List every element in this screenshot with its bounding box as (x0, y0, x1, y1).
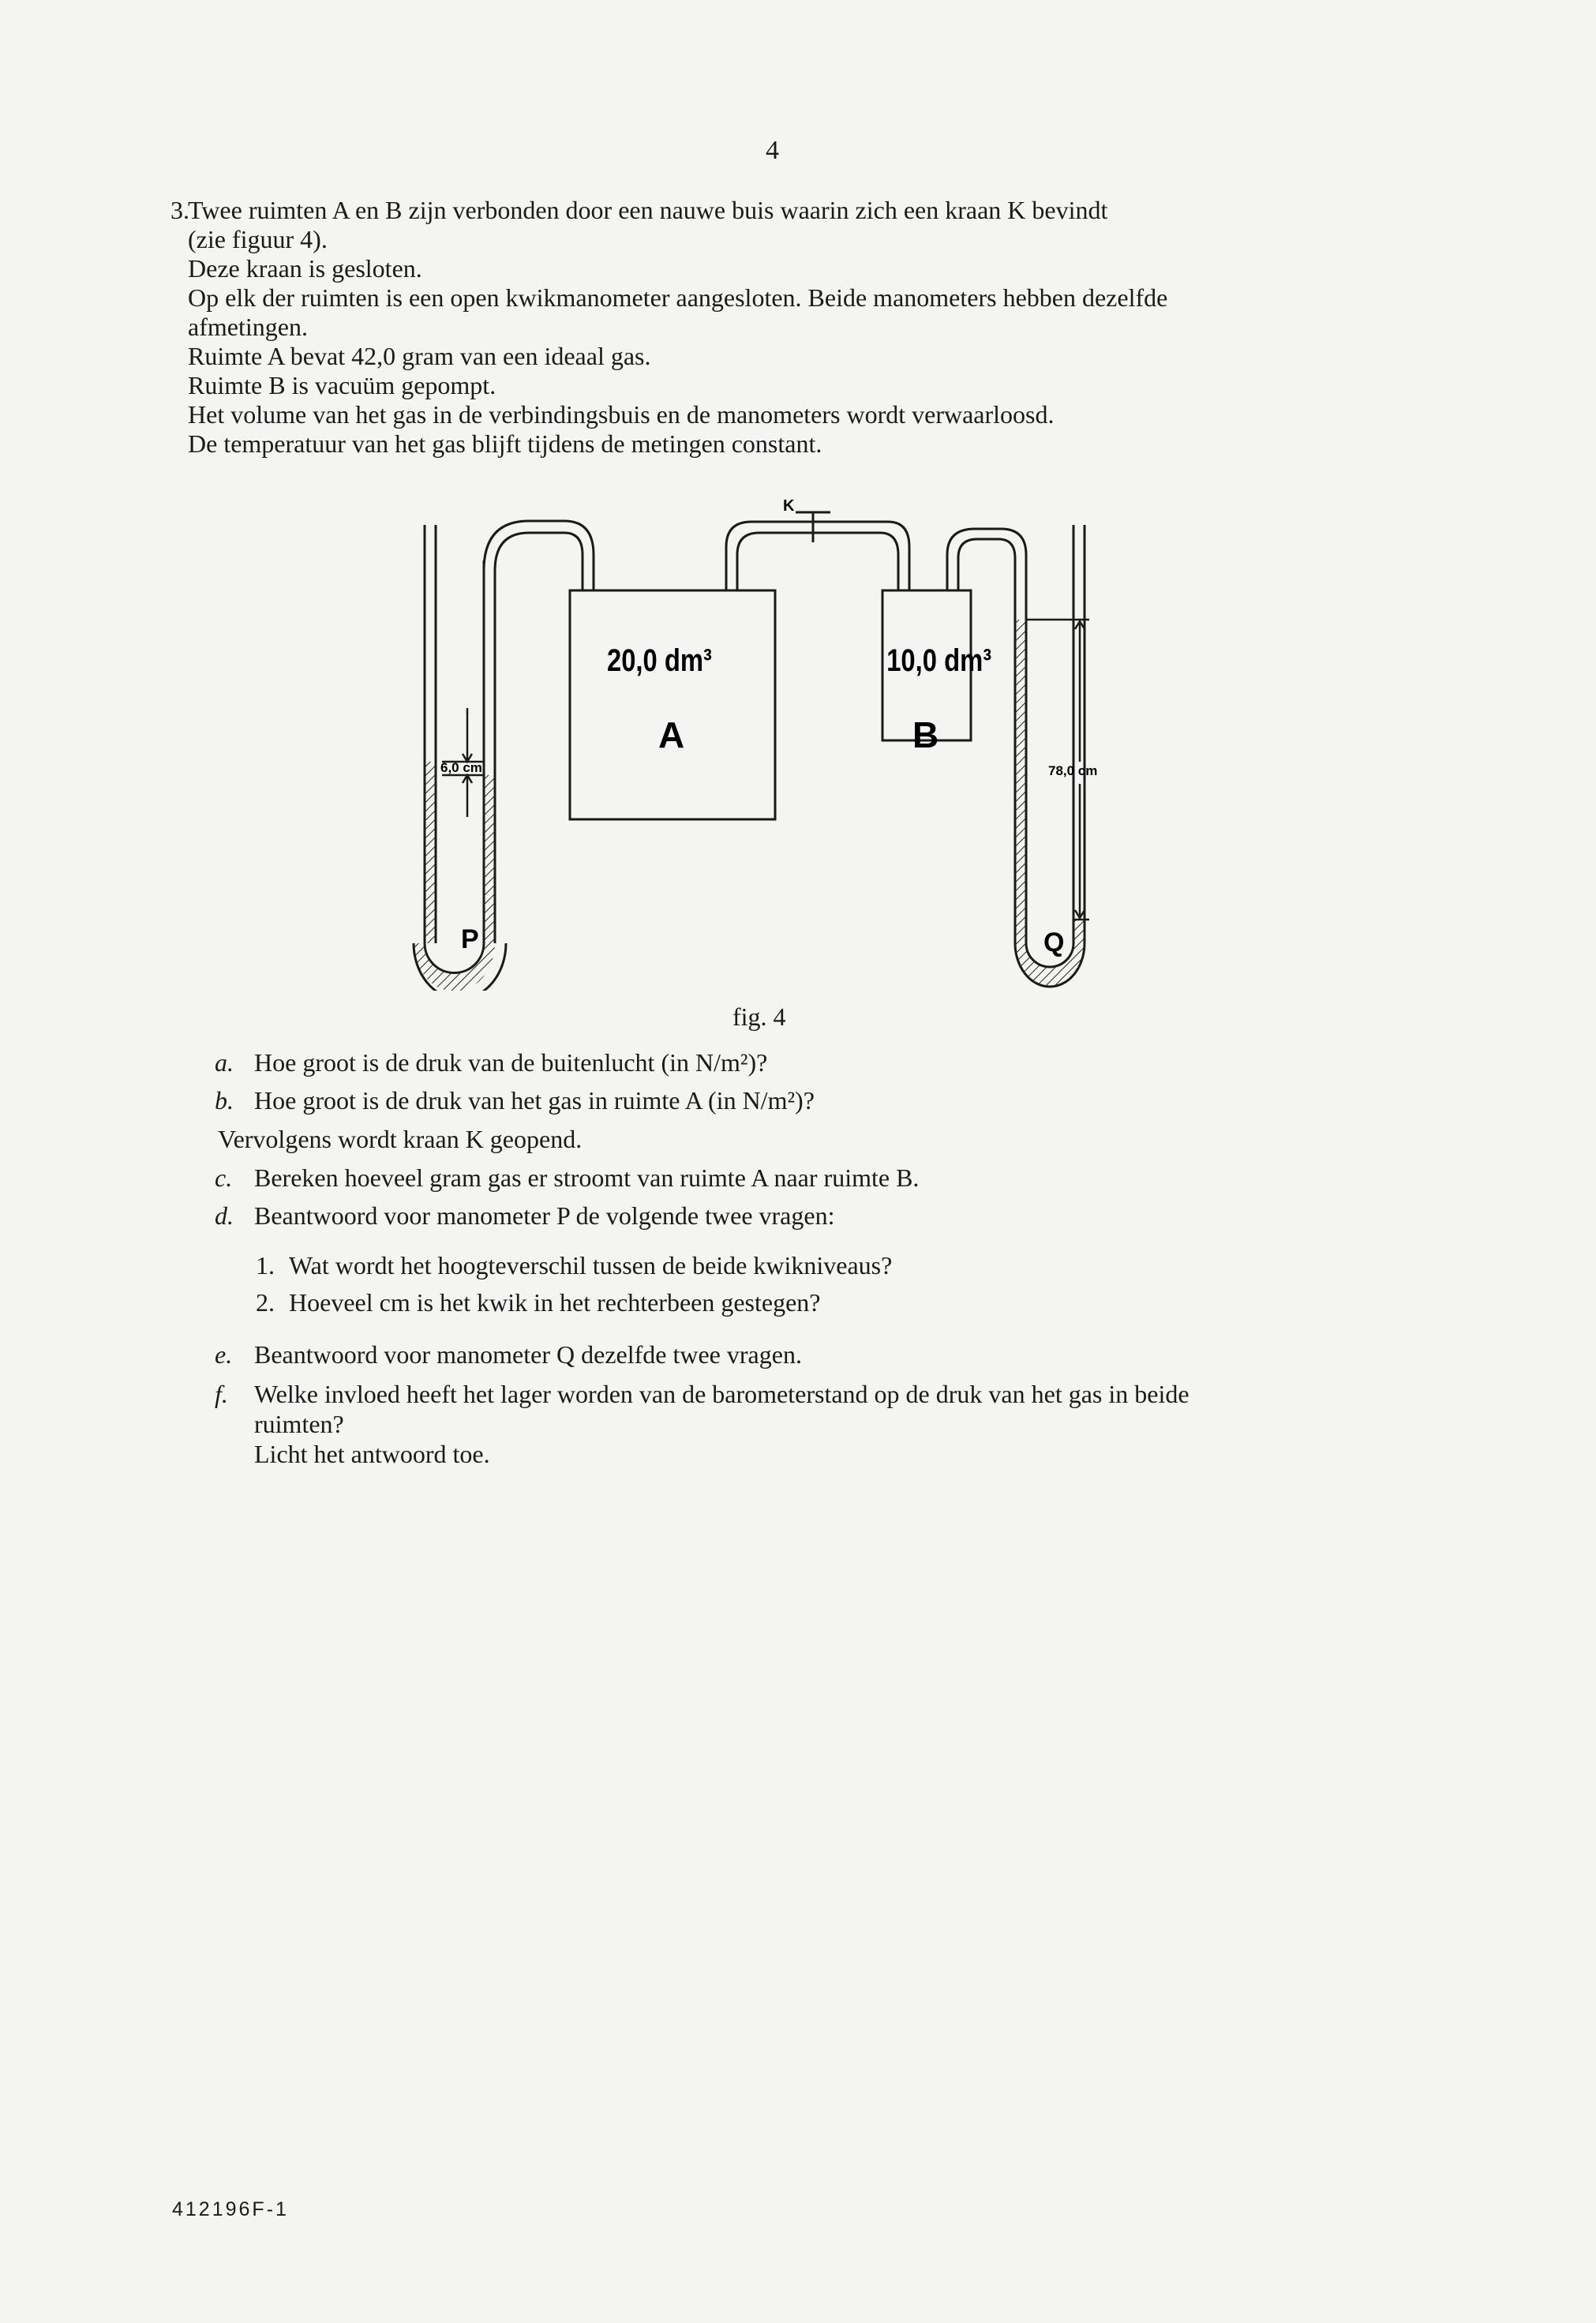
subquestion-text: Beantwoord voor manometer Q dezelfde twee vragen. (254, 1340, 802, 1369)
intro-line: Op elk der ruimten is een open kwikmanometer aangesloten. Beide manometers hebben dezelfde (188, 283, 1168, 312)
tube-a-to-p-outer (495, 533, 583, 590)
subquestion-text: Welke invloed heeft het lager worden van de barometerstand op de druk van het gas in beide (254, 1380, 1190, 1408)
subquestion-text: Beantwoord voor manometer P de volgende twee vragen: (254, 1201, 835, 1230)
d-item-2 (256, 1288, 821, 1317)
mercury-q-left (1015, 620, 1026, 943)
d-item-text: Wat wordt het hoogteverschil tussen de beide kwikniveaus? (289, 1251, 893, 1280)
d-item-number: 2. (256, 1288, 275, 1317)
subquestion-text: Hoe groot is de druk van het gas in ruimte A (in N/m²)? (254, 1086, 815, 1115)
question-3-intro (170, 196, 1419, 459)
subquestion-label: d. (215, 1201, 234, 1230)
valve-k-label: K (783, 497, 795, 515)
subquestion-text: Bereken hoeveel gram gas er stroomt van ruimte A naar ruimte B. (254, 1163, 920, 1192)
p-height-label: 6,0 cm (440, 760, 482, 775)
vessel-b-label: B (912, 714, 939, 755)
figure-4-diagram (395, 493, 1152, 991)
figure-caption: fig. 4 (732, 1002, 786, 1031)
d-item-number: 1. (256, 1251, 275, 1280)
vessel-b-volume: 10,0 dm³ (886, 642, 992, 678)
subquestion-d (215, 1201, 1482, 1231)
mercury-q-right (1073, 920, 1085, 943)
subquestion-f (215, 1380, 1482, 1409)
vessel-a-label: A (658, 714, 685, 755)
subquestion-e (215, 1340, 1482, 1369)
intro-line: Het volume van het gas in de verbindingsbuis en de manometers wordt verwaarloosd. (188, 400, 1055, 429)
manometer-diagram (395, 493, 1152, 991)
tube-a-to-p-inner (484, 521, 594, 590)
d-item-text: Hoeveel cm is het kwik in het rechterbeen gestegen? (289, 1288, 821, 1317)
subquestion-label: e. (215, 1340, 233, 1369)
subquestion-label: f. (215, 1380, 228, 1408)
mercury-p-right (484, 775, 495, 943)
vessel-a-volume: 20,0 dm³ (606, 642, 712, 678)
intro-line: De temperatuur van het gas blijft tijdens de metingen constant. (188, 429, 822, 458)
valve-k (796, 512, 830, 542)
manometer-p-label: P (461, 924, 479, 954)
document-code: 412196F-1 (172, 2198, 289, 2220)
intro-line: Deze kraan is gesloten. (188, 254, 422, 283)
mercury-p-left (425, 762, 436, 943)
subquestion-label: c. (215, 1163, 233, 1192)
intro-line: Twee ruimten A en B zijn verbonden door een nauwe buis waarin zich een kraan K bevindt (188, 196, 1108, 224)
q-height-label: 78,0 cm (1048, 763, 1098, 778)
vessel-a (570, 590, 775, 819)
f-continuation-1: ruimten? (254, 1410, 344, 1438)
intro-line: afmetingen. (188, 313, 308, 341)
manometer-q-label: Q (1043, 927, 1065, 957)
subquestion-b (215, 1086, 1482, 1115)
subquestion-text: Hoe groot is de druk van de buitenlucht (in N/m²)? (254, 1048, 768, 1077)
intro-line: Ruimte A bevat 42,0 gram van een ideaal gas. (188, 342, 651, 370)
page-number: 4 (766, 136, 779, 165)
intro-line: (zie figuur 4). (188, 225, 328, 253)
d-item-1 (256, 1251, 892, 1280)
f-continuation-2: Licht het antwoord toe. (254, 1440, 490, 1468)
intro-line: Ruimte B is vacuüm gepompt. (188, 371, 496, 399)
subquestion-label: a. (215, 1048, 234, 1077)
subquestion-label: b. (215, 1086, 234, 1115)
question-number: 3. (170, 196, 189, 224)
connecting-tube-inner (737, 533, 898, 590)
subquestion-c (215, 1163, 1482, 1193)
subquestion-a (215, 1048, 1482, 1077)
interlude-text: Vervolgens wordt kraan K geopend. (218, 1125, 583, 1153)
